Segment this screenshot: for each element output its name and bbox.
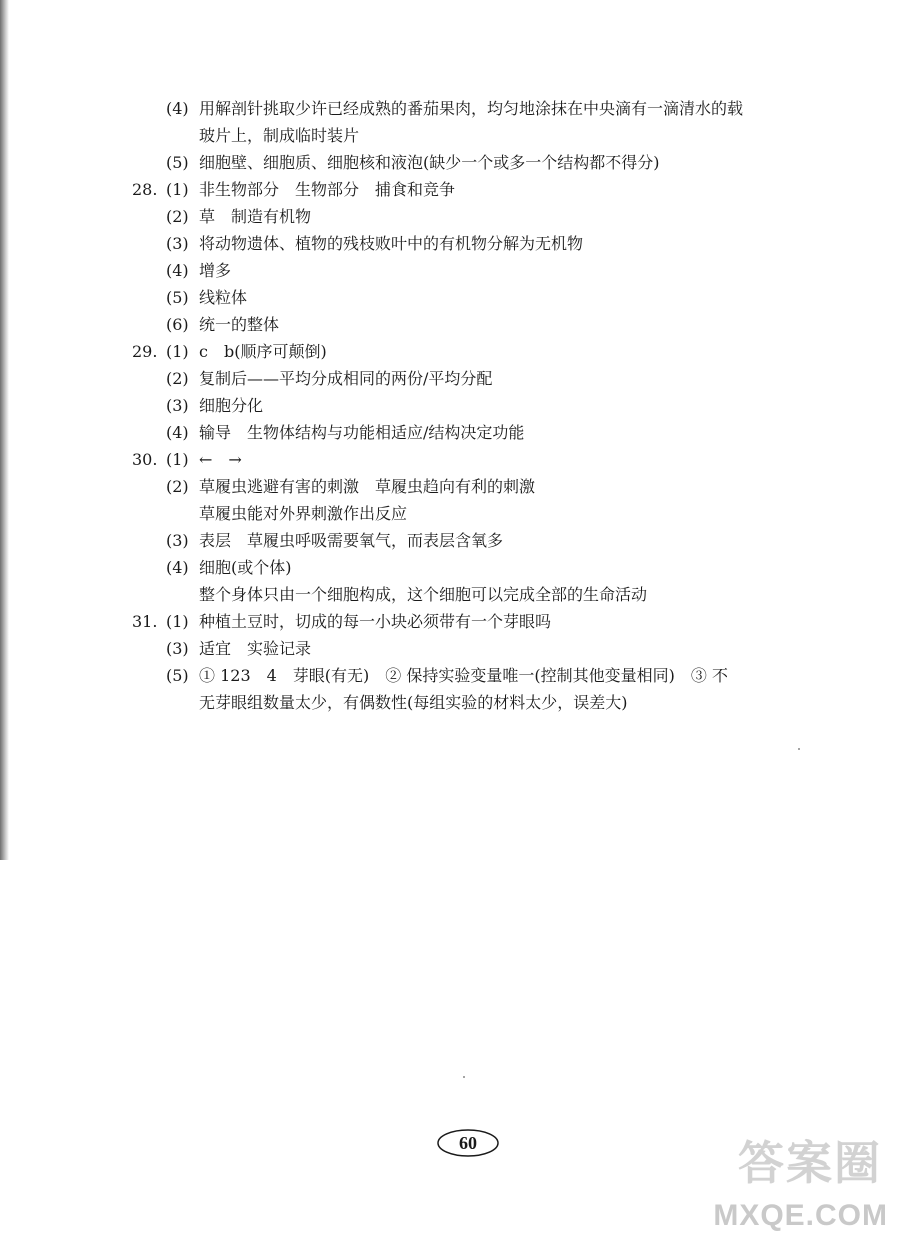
answer-text: 草 制造有机物: [199, 207, 312, 226]
sub-label: (4): [166, 558, 189, 577]
sub-label: (2): [166, 369, 189, 388]
answer-text: 种植土豆时，切成的每一小块必须带有一个芽眼吗: [199, 612, 552, 631]
answer-text: 细胞(或个体): [199, 558, 292, 577]
answer-text: 增多: [199, 261, 232, 280]
answer-text: 草履虫逃避有害的刺激 草履虫趋向有利的刺激: [199, 477, 536, 496]
scan-speck: [463, 1076, 465, 1078]
answer-text: 草履虫能对外界刺激作出反应: [199, 504, 408, 523]
question-number: 29.: [132, 342, 158, 361]
answer-text: 统一的整体: [199, 315, 280, 334]
answer-text: 整个身体只由一个细胞构成，这个细胞可以完成全部的生命活动: [199, 585, 648, 604]
answer-text: c b(顺序可颠倒): [199, 342, 327, 361]
sub-label: (4): [166, 423, 189, 442]
page-number-badge: [436, 1128, 500, 1158]
answer-text: 用解剖针挑取少许已经成熟的番茄果肉，均匀地涂抹在中央滴有一滴清水的载: [199, 99, 744, 118]
sub-label: (5): [166, 666, 189, 685]
page-number: 60: [459, 1133, 477, 1153]
answer-text: 线粒体: [199, 288, 248, 307]
sub-label: (3): [166, 531, 189, 550]
answer-text: 非生物部分 生物部分 捕食和竞争: [199, 180, 456, 199]
answer-text: 适宜 实验记录: [199, 639, 312, 658]
answer-text: 细胞壁、细胞质、细胞核和液泡(缺少一个或多一个结构都不得分): [199, 153, 660, 172]
answer-text: 复制后——平均分成相同的两份/平均分配: [199, 369, 493, 388]
sub-label: (3): [166, 234, 189, 253]
question-number: 28.: [132, 180, 158, 199]
sub-label: (3): [166, 396, 189, 415]
answer-text: 玻片上，制成临时装片: [199, 126, 360, 145]
watermark-chinese: 答案圈: [738, 1136, 882, 1190]
answer-text: 无芽眼组数量太少，有偶数性(每组实验的材料太少，误差大): [199, 693, 628, 712]
question-number: 31.: [132, 612, 158, 631]
sub-label: (4): [166, 99, 189, 118]
answer-text: 表层 草履虫呼吸需要氧气，而表层含氧多: [199, 531, 504, 550]
sub-label: (2): [166, 207, 189, 226]
sub-label: (1): [166, 450, 189, 469]
scan-edge-shadow: [0, 0, 9, 860]
sub-label: (4): [166, 261, 189, 280]
sub-label: (5): [166, 288, 189, 307]
answer-text: 输导 生物体结构与功能相适应/结构决定功能: [199, 423, 525, 442]
sub-label: (1): [166, 342, 189, 361]
sub-label: (6): [166, 315, 189, 334]
scan-speck: [798, 748, 800, 750]
sub-label: (5): [166, 153, 189, 172]
watermark-domain: MXQE.COM: [713, 1199, 888, 1232]
answer-text: 细胞分化: [199, 396, 264, 415]
sub-label: (1): [166, 612, 189, 631]
answer-text: ① 123 4 芽眼(有无) ② 保持实验变量唯一(控制其他变量相同) ③ 不: [199, 666, 728, 685]
answer-text: 将动物遗体、植物的残枝败叶中的有机物分解为无机物: [199, 234, 584, 253]
sub-label: (1): [166, 180, 189, 199]
sub-label: (2): [166, 477, 189, 496]
sub-label: (3): [166, 639, 189, 658]
question-number: 30.: [132, 450, 158, 469]
arrow-answer-text: ← →: [199, 450, 242, 469]
watermark-logo: [692, 1133, 892, 1233]
